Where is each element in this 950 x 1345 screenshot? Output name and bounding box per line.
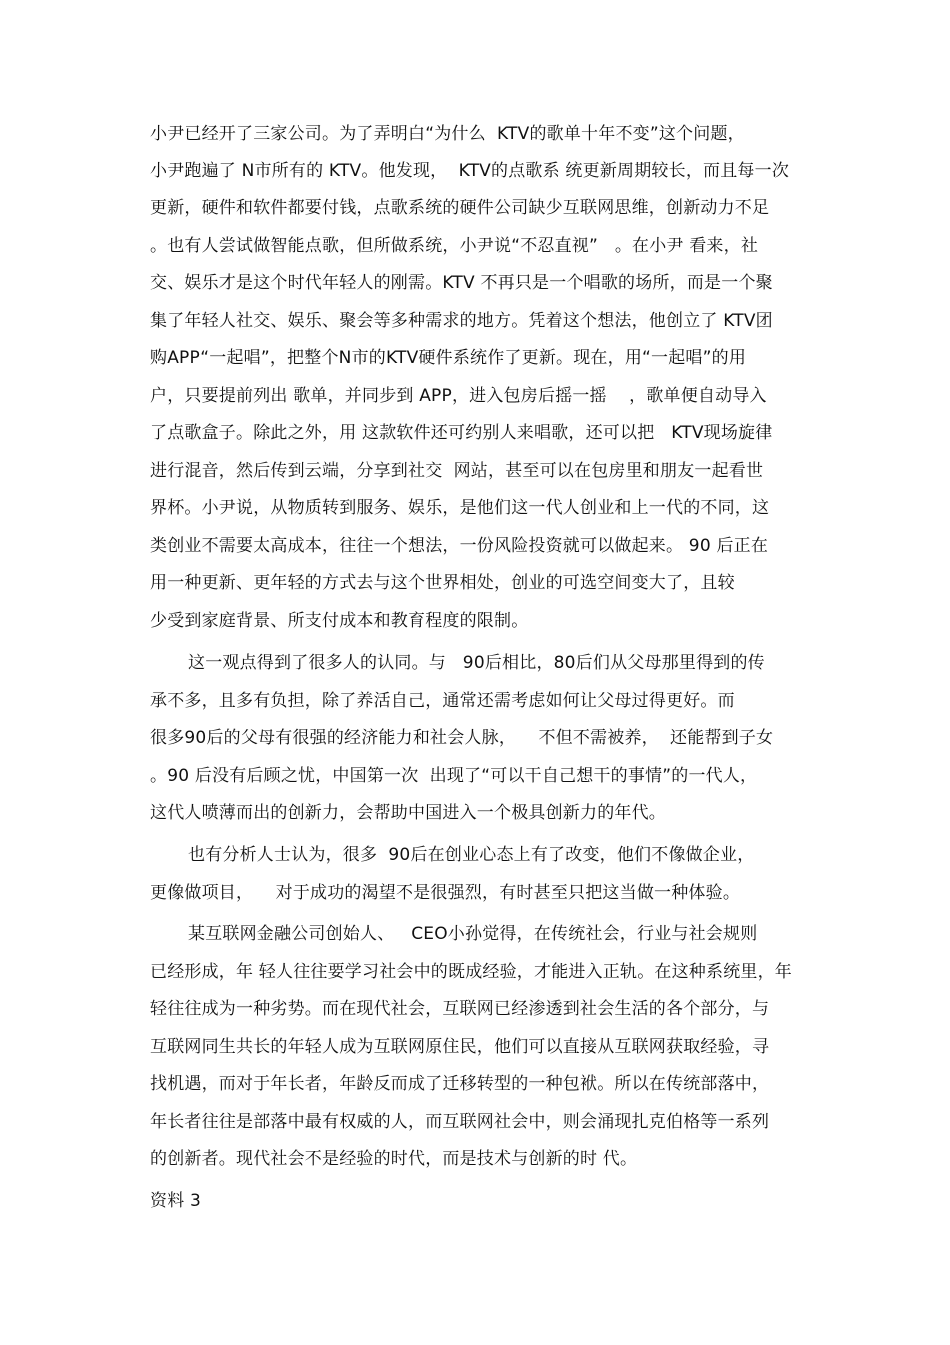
- text-line: 交、娱乐才是这个时代年轻人的刚需。KTV 不再只是一个唱歌的场所，而是一个聚: [150, 273, 773, 293]
- text-line: 年长者往往是部落中最有权威的人，而互联网社会中，则会涌现扎克伯格等一系列: [150, 1112, 770, 1132]
- text-line: 进行混音，然后传到云端，分享到社交 网站，甚至可以在包房里和朋友一起看世: [150, 461, 764, 481]
- text-line: 用一种更新、更年轻的方式去与这个世界相处，创业的可选空间变大了，且较: [150, 573, 735, 593]
- text-line: 。90 后没有后顾之忧，中国第一次 出现了“可以干自己想干的事情”的一代人，: [150, 766, 758, 786]
- text-line: 更新，硬件和软件都要付钱，点歌系统的硬件公司缺少互联网思维，创新动力不足: [150, 198, 770, 218]
- text-line: 承不多，且多有负担，除了养活自己，通常还需考虑如何让父母过得更好。而: [150, 691, 735, 711]
- text-line: 。也有人尝试做智能点歌，但所做系统，小尹说“不忍直视” 。在小尹 看来，社: [150, 236, 759, 256]
- text-line: 小尹已经开了三家公司。为了弄明白“为什么 KTV的歌单十年不变”这个问题，: [150, 124, 745, 144]
- text-line: 的创新者。现代社会不是经验的时代，而是技术与创新的时 代。: [150, 1149, 638, 1169]
- text-line: 界杯。小尹说，从物质转到服务、娱乐，是他们这一代人创业和上一代的不同，这: [150, 498, 770, 518]
- text-line: 集了年轻人社交、娱乐、聚会等多种需求的地方。凭着这个想法，他创立了 KTV团: [150, 311, 773, 331]
- text-line: 类创业不需要太高成本，往往一个想法，一份风险投资就可以做起来。 90 后正在: [150, 536, 769, 556]
- text-line: 已经形成，年 轻人往往要学习社会中的既成经验，才能进入正轨。在这种系统里，年: [150, 962, 793, 982]
- text-line: 也有分析人士认为，很多 90后在创业心态上有了改变，他们不像做企业，: [188, 845, 755, 865]
- text-line: 很多90后的父母有很强的经济能力和社会人脉， 不但不需被养， 还能帮到子女: [150, 728, 774, 748]
- text-line: 找机遇，而对于年长者，年龄反而成了迁移转型的一种包袱。所以在传统部落中，: [150, 1074, 770, 1094]
- text-line: 轻往往成为一种劣势。而在现代社会，互联网已经渗透到社会生活的各个部分，与: [150, 999, 770, 1019]
- text-line: 互联网同生共长的年轻人成为互联网原住民，他们可以直接从互联网获取经验，寻: [150, 1037, 770, 1057]
- text-line: 了点歌盒子。除此之外，用 这款软件还可约别人来唱歌，还可以把 KTV现场旋律: [150, 423, 773, 443]
- text-line: 这一观点得到了很多人的认同。与 90后相比，80后们从父母那里得到的传: [188, 653, 765, 673]
- text-line: 更像做项目， 对于成功的渴望不是很强烈，有时甚至只把这当做一种体验。: [150, 883, 741, 903]
- text-line: 这代人喷薄而出的创新力，会帮助中国进入一个极具创新力的年代。: [150, 803, 666, 823]
- text-line: 少受到家庭背景、所支付成本和教育程度的限制。: [150, 611, 529, 631]
- text-line: 购APP“一起唱”，把整个N市的KTV硬件系统作了更新。现在，用“一起唱”的用: [150, 348, 747, 368]
- text-line: 小尹跑遍了 N市所有的 KTV。他发现， KTV的点歌系 统更新周期较长，而且每一次: [150, 161, 790, 181]
- text-line: 户，只要提前列出 歌单，并同步到 APP，进入包房后摇一摇 ，歌单便自动导入: [150, 386, 767, 406]
- section-label: 资料 3: [150, 1191, 202, 1211]
- text-line: 某互联网金融公司创始人、 CEO小孙觉得，在传统社会，行业与社会规则: [188, 924, 758, 944]
